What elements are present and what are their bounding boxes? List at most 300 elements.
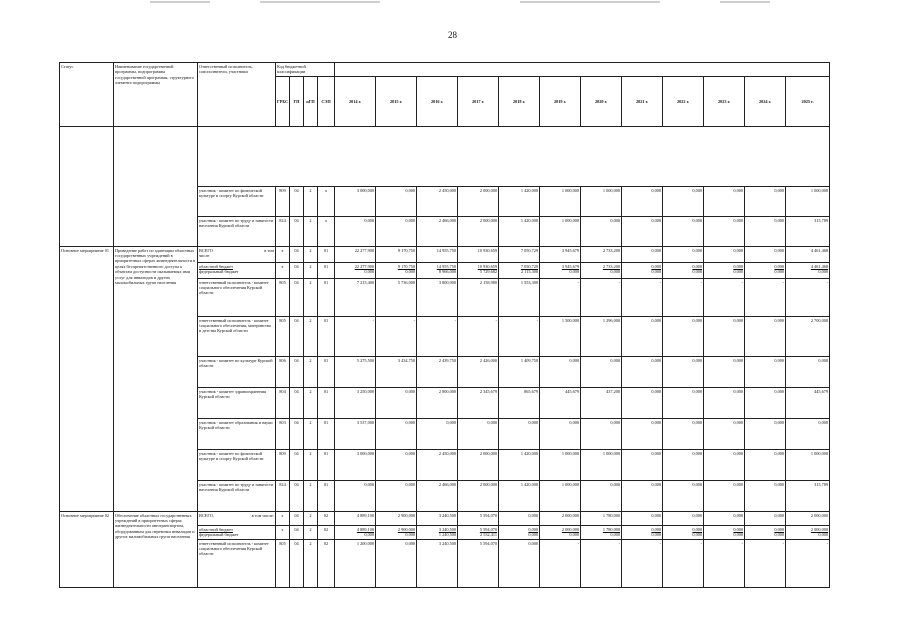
budget-code-cell: 2 xyxy=(304,262,318,278)
budget-code-cell: 2 xyxy=(304,356,318,387)
amount-cell: 3 240,500 xyxy=(417,539,458,587)
amount-federal: 0,000 xyxy=(528,532,539,538)
responsible-cell: ответственный исполнитель - комитет социального обеспечения Курской области xyxy=(198,539,276,587)
amount-cell: - xyxy=(335,316,376,356)
amount-cell: 14 955,750 xyxy=(417,246,458,262)
amount-cell: 3 945,679 xyxy=(540,246,581,262)
amount-cell: - xyxy=(786,278,830,316)
budget-code-cell: 804 xyxy=(276,387,290,418)
amount-cell: 0,000 xyxy=(376,480,417,511)
amount-cell xyxy=(704,525,745,539)
amount-cell: 3 000,000 xyxy=(335,186,376,216)
amount-cell: 0,000 xyxy=(622,246,663,262)
amount-cell: 0,000 xyxy=(663,387,704,418)
amount-federal: 0,000 xyxy=(610,269,621,275)
header-budget-code: Код бюджетной классификации xyxy=(276,63,335,77)
empty-cell xyxy=(198,126,830,186)
amount-cell: 2 900,000 xyxy=(376,511,417,525)
amount-cell: 0,000 xyxy=(745,449,786,480)
budget-code-cell: х xyxy=(276,262,290,278)
amount-cell: 1 296,000 xyxy=(581,316,622,356)
amount-regional: 2 733,200 xyxy=(602,263,621,269)
amount-cell: 0,000 xyxy=(704,449,745,480)
amount-federal: 0,000 xyxy=(818,269,829,275)
budget-code-cell: 04 xyxy=(290,511,304,525)
responsible-cell xyxy=(198,246,276,262)
budget-code-cell: 2 xyxy=(304,418,318,449)
amount-cell: 2 000,000 xyxy=(540,511,581,525)
amount-cell: 0,000 xyxy=(335,480,376,511)
budget-code-cell: 02 xyxy=(318,511,335,525)
amount-regional: 2 000,000 xyxy=(810,526,829,532)
amount-federal: 0,000 xyxy=(569,269,580,275)
budget-code-cell: 2 xyxy=(304,278,318,316)
amount-cell: 0,000 xyxy=(663,449,704,480)
amount-cell: 0,000 xyxy=(704,387,745,418)
amount-cell: - xyxy=(622,278,663,316)
budget-code-cell: 04 xyxy=(290,246,304,262)
budget-code-cell: 04 xyxy=(290,449,304,480)
budget-source-label: федеральный бюджет xyxy=(199,532,239,538)
amount-cell: 2 000,000 xyxy=(458,186,499,216)
responsible-cell: участник - комитет по труду и занятости населения Курской области xyxy=(198,480,276,511)
amount-cell: 1 000,000 xyxy=(540,186,581,216)
amount-cell: 0,000 xyxy=(745,316,786,356)
amount-cell: 3 434,750 xyxy=(376,356,417,387)
header-responsible: Ответственный исполнитель, соисполнители, участники xyxy=(198,63,276,127)
budget-code-cell: 2 xyxy=(304,511,318,525)
scan-top-edge xyxy=(0,0,905,6)
amount-cell: 5 736,000 xyxy=(376,278,417,316)
amount-cell: 0,000 xyxy=(704,418,745,449)
budget-code-cell: 02 xyxy=(318,525,335,539)
amount-cell: 0,000 xyxy=(663,186,704,216)
budget-code-cell: 04 xyxy=(290,186,304,216)
amount-cell: 4 889,100 xyxy=(335,511,376,525)
amount-cell: 1 000,000 xyxy=(581,449,622,480)
amount-federal: 1 240,500 xyxy=(438,532,457,538)
budget-code-cell: 805 xyxy=(276,539,290,587)
amount-regional: 1 780,000 xyxy=(602,526,621,532)
amount-cell: 2 700,000 xyxy=(786,316,830,356)
amount-cell: - xyxy=(786,539,830,587)
budget-code-cell: 04 xyxy=(290,262,304,278)
amount-regional: 3 945,679 xyxy=(561,263,580,269)
amount-cell: 0,000 xyxy=(663,316,704,356)
responsible-cell: ответственный исполнитель - комитет социального обеспечения, материнства и детства Курской области xyxy=(198,316,276,356)
amount-cell xyxy=(499,262,540,278)
budget-code-cell: 04 xyxy=(290,525,304,539)
header-year: 2025 г. xyxy=(786,76,830,126)
amount-regional: 5 594,070 xyxy=(479,526,498,532)
amount-cell: 0,000 xyxy=(663,480,704,511)
total-label: в том xyxy=(264,247,274,253)
amount-cell: 0,000 xyxy=(663,418,704,449)
amount-cell: 2 450,000 xyxy=(417,186,458,216)
budget-code-cell: 02 xyxy=(318,539,335,587)
amount-cell: 0,000 xyxy=(704,186,745,216)
amount-cell xyxy=(335,525,376,539)
amount-cell: 1 000,000 xyxy=(540,449,581,480)
amount-cell xyxy=(704,262,745,278)
amount-cell: 3 240,500 xyxy=(417,511,458,525)
amount-cell: 1 000,000 xyxy=(581,186,622,216)
budget-source-label: областной бюджет xyxy=(199,263,233,269)
amount-cell: 0,000 xyxy=(622,356,663,387)
amount-cell: 0,000 xyxy=(376,216,417,246)
amount-cell: 2 000,000 xyxy=(458,449,499,480)
budget-code-cell: 01 xyxy=(318,278,335,316)
amount-regional: 0,000 xyxy=(651,263,662,269)
amount-cell: 0,000 xyxy=(663,511,704,525)
amount-cell: 5 275,500 xyxy=(335,356,376,387)
amount-cell: - xyxy=(745,278,786,316)
table-row xyxy=(60,246,830,262)
amount-cell: 1 420,000 xyxy=(499,449,540,480)
budget-code-cell: 824 xyxy=(276,216,290,246)
amount-cell: 0,000 xyxy=(745,418,786,449)
header-year: 2020 г. xyxy=(581,76,622,126)
amount-federal: 0,000 xyxy=(733,269,744,275)
amount-cell: - xyxy=(499,316,540,356)
amount-cell: 3 800,000 xyxy=(417,278,458,316)
budget-table xyxy=(59,62,830,588)
budget-code-cell: 803 xyxy=(276,418,290,449)
amount-cell: - xyxy=(745,539,786,587)
amount-cell xyxy=(786,262,830,278)
amount-cell: 2 439,750 xyxy=(417,356,458,387)
responsible-cell xyxy=(198,511,276,525)
amount-cell: 0,000 xyxy=(663,356,704,387)
responsible-cell: участник - комитет по труду и занятости населения Курской области xyxy=(198,216,276,246)
amount-cell: 2 450,000 xyxy=(417,449,458,480)
amount-cell: - xyxy=(581,539,622,587)
amount-cell: 445,679 xyxy=(540,387,581,418)
amount-cell: - xyxy=(417,316,458,356)
amount-regional: 14 955,750 xyxy=(436,263,457,269)
amount-cell xyxy=(335,262,376,278)
amount-cell xyxy=(663,262,704,278)
amount-federal: 0,000 xyxy=(364,269,375,275)
budget-source-label: федеральный бюджет xyxy=(199,269,239,275)
amount-cell: 2 000,000 xyxy=(786,511,830,525)
amount-regional: 0,000 xyxy=(692,526,703,532)
amount-cell: 0,000 xyxy=(540,356,581,387)
amount-regional: 2 000,000 xyxy=(561,526,580,532)
amount-cell xyxy=(376,262,417,278)
amount-cell: - xyxy=(540,278,581,316)
amount-cell: 0,000 xyxy=(622,216,663,246)
amount-cell: - xyxy=(704,539,745,587)
amount-federal: 0,000 xyxy=(651,269,662,275)
amount-cell xyxy=(417,262,458,278)
responsible-cell: ответственный исполнитель - комитет социального обеспечения Курской области xyxy=(198,278,276,316)
header-year: 2024 г. xyxy=(745,76,786,126)
amount-cell: 0,000 xyxy=(417,418,458,449)
amount-cell: 315,789 xyxy=(786,216,830,246)
amount-federal: 0,000 xyxy=(405,532,416,538)
header-year: 2021 г. xyxy=(622,76,663,126)
amount-cell: 0,000 xyxy=(458,418,499,449)
amount-cell: 0,000 xyxy=(376,387,417,418)
amount-cell xyxy=(458,525,499,539)
total-label: числе xyxy=(199,253,210,259)
amount-cell: 437,200 xyxy=(581,387,622,418)
header-year: 2019 г. xyxy=(540,76,581,126)
header-code: СЭП xyxy=(318,76,335,126)
amount-cell: - xyxy=(376,316,417,356)
amount-cell: 3 537,000 xyxy=(335,418,376,449)
budget-code-cell: 04 xyxy=(290,418,304,449)
amount-federal: 0,000 xyxy=(733,532,744,538)
amount-cell xyxy=(376,525,417,539)
responsible-cell: участник - комитет здравоохранения Курской области xyxy=(198,387,276,418)
amount-regional: 0,000 xyxy=(733,263,744,269)
budget-code-cell: 04 xyxy=(290,356,304,387)
amount-cell: 0,000 xyxy=(622,449,663,480)
amount-regional: 4 461,468 xyxy=(810,263,829,269)
amount-cell: 1 000,000 xyxy=(786,449,830,480)
amount-cell: - xyxy=(540,539,581,587)
amount-cell: 1 420,000 xyxy=(499,216,540,246)
amount-cell: 1 420,000 xyxy=(499,186,540,216)
amount-cell xyxy=(622,262,663,278)
amount-cell: 0,000 xyxy=(499,511,540,525)
total-label: в том числе: xyxy=(251,512,274,518)
header-name: Наименование государственной программы, подпрограммы государственной программы, структурного элемента подпрограммы xyxy=(114,63,198,127)
amount-cell: 0,000 xyxy=(376,186,417,216)
amount-federal: 0,000 xyxy=(774,532,785,538)
amount-cell: 0,000 xyxy=(786,418,830,449)
header-year: 2015 г. xyxy=(376,76,417,126)
amount-cell: 0,000 xyxy=(745,246,786,262)
header-year: 2017 г. xyxy=(458,76,499,126)
budget-code-cell: 2 xyxy=(304,525,318,539)
header-year: 2023 г. xyxy=(704,76,745,126)
amount-cell: 0,000 xyxy=(622,316,663,356)
amount-cell: 7 050,729 xyxy=(499,246,540,262)
budget-code-cell: 04 xyxy=(290,278,304,316)
amount-cell: 315,789 xyxy=(786,480,830,511)
amount-cell: 5 594,070 xyxy=(458,539,499,587)
amount-cell: 3 000,000 xyxy=(335,449,376,480)
page-number: 28 xyxy=(448,30,457,40)
amount-cell: 0,000 xyxy=(745,387,786,418)
amount-cell: 0,000 xyxy=(581,356,622,387)
amount-regional: 0,000 xyxy=(774,263,785,269)
amount-cell xyxy=(499,525,540,539)
header-status: Статус xyxy=(60,63,114,127)
budget-source-label: областной бюджет xyxy=(199,526,233,532)
budget-code-cell: 04 xyxy=(290,480,304,511)
amount-cell: 0,000 xyxy=(622,186,663,216)
responsible-cell: участник - комитет образования и науки Курской области xyxy=(198,418,276,449)
amount-cell: 0,000 xyxy=(704,356,745,387)
amount-federal: 0,000 xyxy=(692,269,703,275)
amount-cell: 0,000 xyxy=(622,480,663,511)
amount-cell xyxy=(581,262,622,278)
amount-federal: 0,000 xyxy=(405,269,416,275)
amount-cell: 0,000 xyxy=(745,511,786,525)
amount-cell: 10 930,659 xyxy=(458,246,499,262)
amount-cell: - xyxy=(622,539,663,587)
header-code: пГП xyxy=(304,76,318,126)
total-label: ВСЕГО xyxy=(199,247,213,253)
amount-cell: 0,000 xyxy=(622,418,663,449)
amount-regional: 0,000 xyxy=(774,526,785,532)
amount-regional: 3 240,500 xyxy=(438,526,457,532)
amount-cell: 3 250,000 xyxy=(335,387,376,418)
amount-cell: 1 200,000 xyxy=(335,539,376,587)
amount-cell: 0,000 xyxy=(581,418,622,449)
budget-code-cell: 2 xyxy=(304,480,318,511)
amount-cell: 1 553,300 xyxy=(499,278,540,316)
amount-cell: 0,000 xyxy=(663,246,704,262)
name-cell: Обеспечение областных государственных учреждений в приоритетных сферах жизнедеятельности автотранспортом, оборудованным для перевозки инвалидов и других маломобильных групп населения xyxy=(114,511,198,587)
amount-federal: 2 115,300 xyxy=(521,269,539,275)
amount-regional: 0,000 xyxy=(651,526,662,532)
budget-code-cell: х xyxy=(276,511,290,525)
amount-regional: 0,000 xyxy=(692,263,703,269)
amount-cell xyxy=(663,525,704,539)
amount-cell: 1 409,750 xyxy=(499,356,540,387)
budget-code-cell: х xyxy=(318,186,335,216)
amount-federal: 8 966,000 xyxy=(438,269,457,275)
budget-code-cell: 2 xyxy=(304,246,318,262)
amount-cell: - xyxy=(663,539,704,587)
amount-cell: 0,000 xyxy=(786,356,830,387)
budget-code-cell: 04 xyxy=(290,387,304,418)
header-code: ГП xyxy=(290,76,304,126)
budget-code-cell: 01 xyxy=(318,418,335,449)
budget-code-cell: 806 xyxy=(276,356,290,387)
amount-cell: 22 277,900 xyxy=(335,246,376,262)
responsible-cell: участник - комитет по культуре Курской области xyxy=(198,356,276,387)
amount-cell: 1 000,000 xyxy=(540,216,581,246)
amount-cell xyxy=(417,525,458,539)
amount-cell: 5 594,070 xyxy=(458,511,499,525)
amount-federal: 0,000 xyxy=(692,532,703,538)
budget-code-cell: 01 xyxy=(318,356,335,387)
budget-code-cell: 01 xyxy=(318,449,335,480)
header-year: 2018 г. xyxy=(499,76,540,126)
amount-cell: 0,000 xyxy=(622,387,663,418)
amount-cell: 1 780,000 xyxy=(581,511,622,525)
amount-cell: 2 800,000 xyxy=(417,387,458,418)
budget-code-cell: х xyxy=(276,525,290,539)
amount-federal: 5 729,682 xyxy=(479,269,498,275)
header-code: ГРБС xyxy=(276,76,290,126)
amount-cell: 2 158,980 xyxy=(458,278,499,316)
budget-code-cell: 809 xyxy=(276,186,290,216)
budget-code-cell: 01 xyxy=(318,246,335,262)
amount-cell: 2 426,000 xyxy=(458,356,499,387)
amount-cell: 0,000 xyxy=(622,511,663,525)
amount-cell: 0,000 xyxy=(704,480,745,511)
amount-regional: 22 277,900 xyxy=(354,263,375,269)
amount-cell: 9 170,750 xyxy=(376,246,417,262)
amount-cell: 0,000 xyxy=(745,480,786,511)
amount-regional: 10 930,659 xyxy=(477,263,498,269)
responsible-cell xyxy=(198,525,276,539)
amount-cell: 0,000 xyxy=(745,216,786,246)
amount-cell: 0,000 xyxy=(376,539,417,587)
amount-cell: 4 461,468 xyxy=(786,246,830,262)
amount-cell: 0,000 xyxy=(704,246,745,262)
amount-federal: 0,000 xyxy=(818,532,829,538)
amount-cell: 2 000,000 xyxy=(458,216,499,246)
amount-cell: 445,679 xyxy=(786,387,830,418)
amount-cell: 7 215,400 xyxy=(335,278,376,316)
header-years-spacer xyxy=(335,63,830,77)
amount-federal: 0,000 xyxy=(651,532,662,538)
status-cell xyxy=(60,126,114,246)
budget-code-cell: 805 xyxy=(276,278,290,316)
amount-regional: 2 900,000 xyxy=(397,526,416,532)
amount-cell: 0,000 xyxy=(704,511,745,525)
amount-cell: 2 466,000 xyxy=(417,480,458,511)
budget-code-cell: 2 xyxy=(304,539,318,587)
amount-cell: 0,000 xyxy=(581,480,622,511)
amount-cell: 0,000 xyxy=(499,539,540,587)
amount-cell: 0,000 xyxy=(704,316,745,356)
amount-cell: 0,000 xyxy=(499,418,540,449)
budget-code-cell: 2 xyxy=(304,216,318,246)
budget-code-cell: 04 xyxy=(290,539,304,587)
amount-regional: 7 050,729 xyxy=(520,263,539,269)
amount-cell: 2 345,679 xyxy=(458,387,499,418)
amount-federal: 0,000 xyxy=(364,532,375,538)
amount-federal: 0,000 xyxy=(774,269,785,275)
header-row-1 xyxy=(60,63,830,77)
amount-cell: 0,000 xyxy=(663,216,704,246)
budget-code-cell: 2 xyxy=(304,186,318,216)
amount-cell xyxy=(745,262,786,278)
name-cell xyxy=(114,126,198,246)
amount-cell xyxy=(458,262,499,278)
amount-cell: 1 000,000 xyxy=(786,186,830,216)
amount-cell: - xyxy=(663,278,704,316)
budget-code-cell: 04 xyxy=(290,316,304,356)
budget-code-cell: 2 xyxy=(304,449,318,480)
table-row xyxy=(60,126,830,186)
budget-code-cell: 01 xyxy=(318,316,335,356)
amount-regional: 9 170,750 xyxy=(397,263,416,269)
amount-cell: 0,000 xyxy=(745,356,786,387)
amount-cell: 0,000 xyxy=(376,449,417,480)
amount-cell: 1 500,000 xyxy=(540,316,581,356)
amount-cell: 0,000 xyxy=(335,216,376,246)
budget-code-cell: 809 xyxy=(276,449,290,480)
amount-cell xyxy=(786,525,830,539)
table-row xyxy=(60,511,830,525)
responsible-cell: участник - комитет по физической культуре и спорту Курской области xyxy=(198,449,276,480)
amount-cell: - xyxy=(704,278,745,316)
budget-code-cell: 824 xyxy=(276,480,290,511)
amount-cell: 2 466,000 xyxy=(417,216,458,246)
amount-cell: 0,000 xyxy=(745,186,786,216)
amount-regional: 4 889,100 xyxy=(356,526,375,532)
name-cell: Проведение работ по адаптации областных государственных учреждений в приоритетных сферах жизнедеятельности в целях беспрепятственного доступа к объектам доступности оказываемых ими услуг для инвалидов и других маломобильных групп населения xyxy=(114,246,198,511)
amount-cell xyxy=(581,525,622,539)
status-cell: Основное мероприятие 02 xyxy=(60,511,114,587)
budget-code-cell: 2 xyxy=(304,316,318,356)
header-year: 2014 г. xyxy=(335,76,376,126)
amount-cell xyxy=(540,262,581,278)
header-year: 2022 г. xyxy=(663,76,704,126)
budget-code-cell: х xyxy=(276,246,290,262)
amount-cell: 865,679 xyxy=(499,387,540,418)
